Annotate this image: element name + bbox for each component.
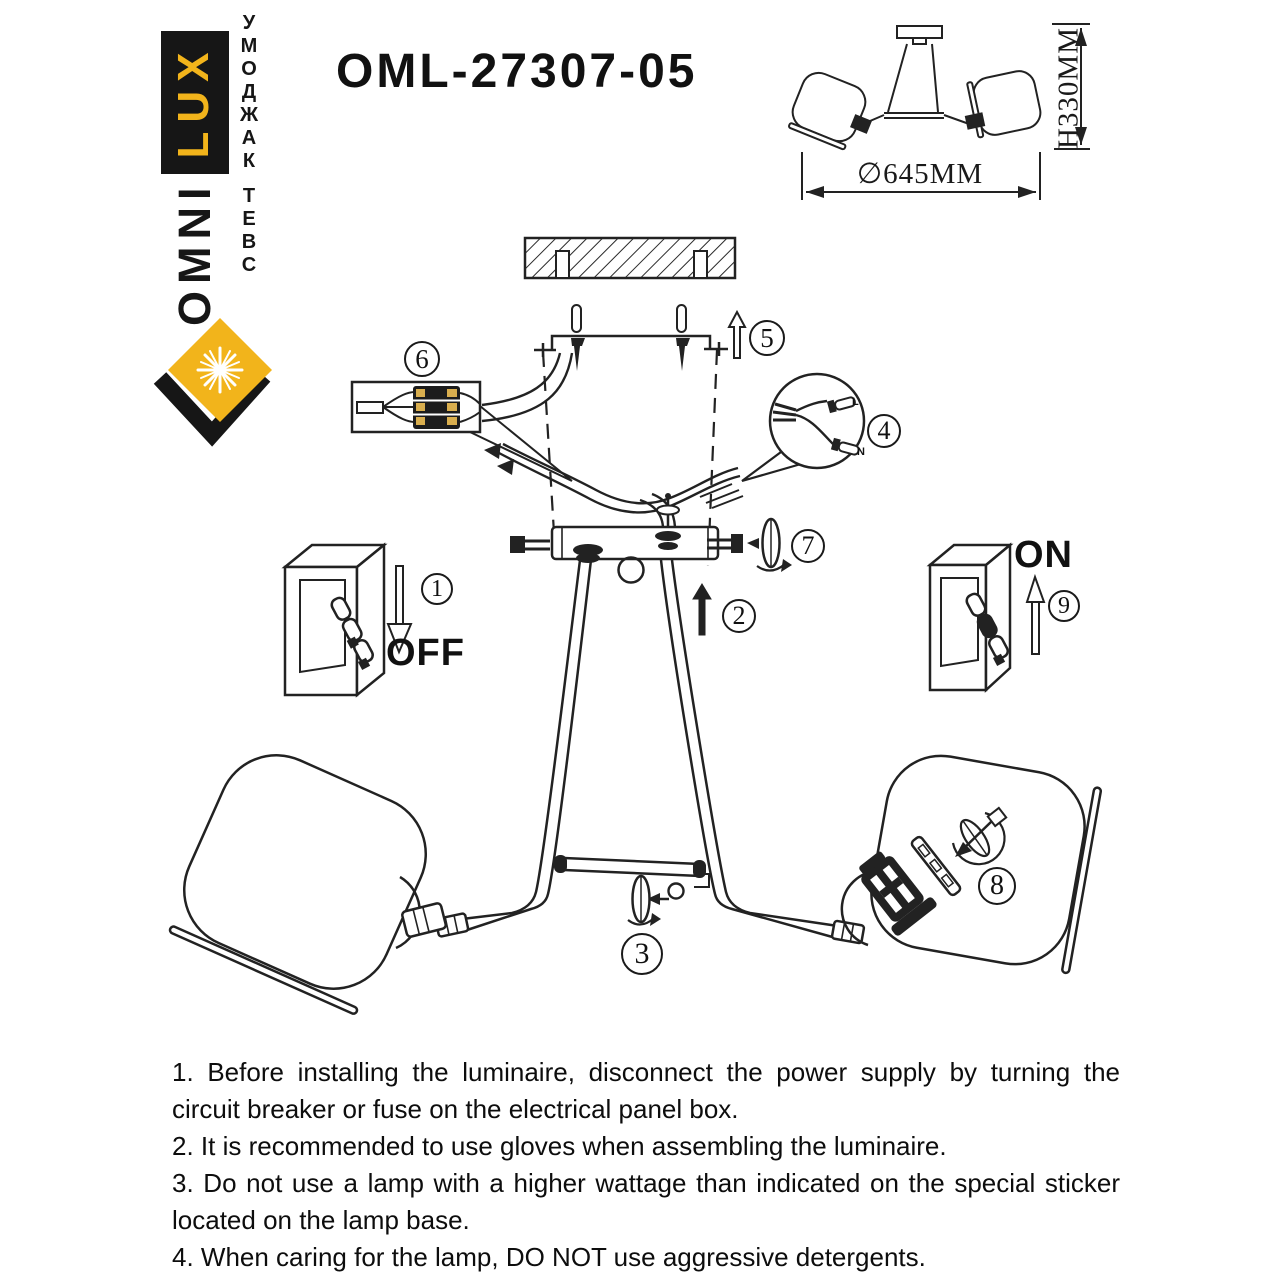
step-badge-8: 8 — [978, 867, 1016, 905]
instruction-item: 4. When caring for the lamp, DO NOT use aggressive detergents. — [172, 1242, 926, 1272]
diameter-label: ∅645MM — [856, 158, 984, 190]
breaker-box-off — [285, 545, 384, 695]
brand-omni: OMNI — [169, 180, 220, 326]
wire-balloon-detail — [742, 374, 864, 481]
step-badge-4: 4 — [867, 414, 901, 448]
mounting-bracket — [534, 305, 728, 371]
instruction-item: 2. It is recommended to use gloves when assembling the luminaire. — [172, 1131, 947, 1161]
step-badge-7: 7 — [791, 529, 825, 563]
step2-arrow-icon — [693, 584, 711, 635]
instructions-list — [172, 1054, 1120, 1276]
step-badge-3: 3 — [621, 933, 663, 975]
off-label: OFF — [386, 632, 465, 674]
step-badge-2: 2 — [722, 599, 756, 633]
breaker-box-on — [930, 545, 1012, 690]
step5-arrow-icon — [729, 312, 745, 358]
arrow-up-icon — [1027, 577, 1044, 654]
instruction-sheet: OMNI LUX С В Е Т К А Ж Д О М У OML-27307-05 ∅645MM H330MM OFF ON L N 1 2 3 4 5 6 7 8 9 1. Before installing the luminaire, disconnect the power supply by turning the circuit breaker or fuse on the electrical panel box. 2. It is recommended to use gloves when assembling the luminaire. 3. Do not use a lamp with a higher wattage than indicated on the special sticker located on the lamp base. 4. When caring for the lamp, DO NOT use aggressive detergents. — [0, 0, 1280, 1280]
step-badge-1: 1 — [421, 573, 453, 605]
brand-logo — [160, 12, 232, 326]
instruction-item: 3. Do not use a lamp with a higher wattage than indicated on the special sticker located on the lamp base. — [172, 1168, 1120, 1235]
page-title: OML-27307-05 — [336, 45, 698, 98]
brand-lux: LUX — [161, 32, 229, 175]
terminal-block-detail — [352, 382, 572, 481]
supply-wires — [482, 353, 572, 421]
wire-label-n: N — [857, 446, 865, 458]
right-shade — [863, 747, 1103, 974]
left-shade — [162, 737, 445, 1017]
step-badge-6: 6 — [404, 341, 440, 377]
cross-bar-assembly — [554, 855, 709, 926]
instruction-item: 1. Before installing the luminaire, disconnect the power supply by turning the circuit breaker or fuse on the electrical panel box. — [172, 1057, 1120, 1124]
ceiling-hatch — [525, 238, 735, 278]
stem-legs — [435, 560, 864, 943]
on-label: ON — [1014, 534, 1073, 576]
wire-label-l: L — [852, 396, 859, 408]
step-badge-5: 5 — [749, 320, 785, 356]
main-cable — [484, 443, 743, 527]
brand-slogan: С В Е Т К А Ж Д О М У — [239, 12, 259, 276]
product-sketch — [786, 26, 1044, 151]
diamond-logo — [160, 318, 272, 434]
step-badge-9: 9 — [1048, 590, 1080, 622]
